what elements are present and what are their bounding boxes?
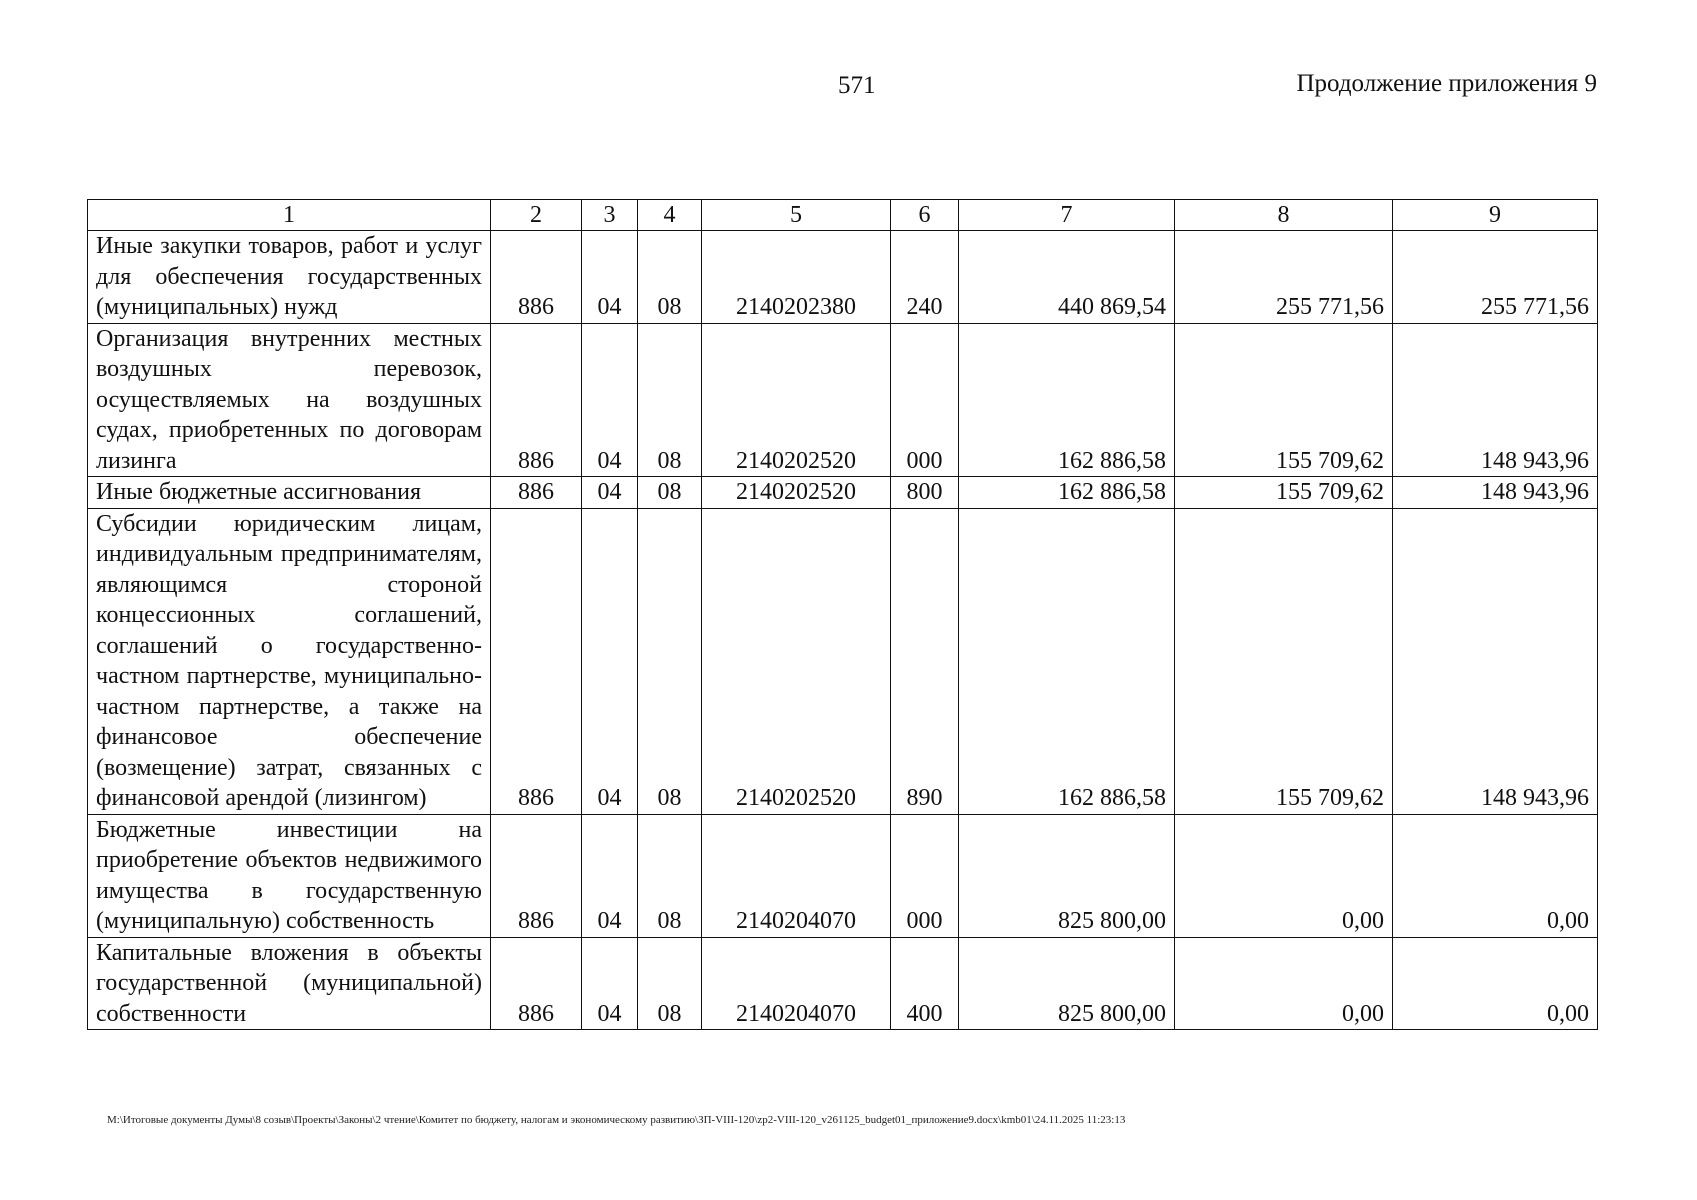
column-header-2: 2 (491, 200, 582, 231)
cell-section: 04 (582, 937, 638, 1030)
cell-subsection: 08 (638, 508, 702, 814)
column-header-7: 7 (959, 200, 1175, 231)
table-row (88, 937, 1598, 1030)
column-header-1: 1 (88, 200, 491, 231)
cell-amount-col9: 0,00 (1393, 814, 1598, 937)
appendix-title: Продолжение приложения 9 (1296, 70, 1597, 97)
cell-expense-type: 800 (891, 477, 959, 509)
cell-amount-col8: 155 709,62 (1175, 508, 1393, 814)
row-name: Организация внутренних местных воздушных перевозок, осуществляемых на воздушных судах, приобретенных по договорам лизинга (88, 323, 491, 477)
cell-subsection: 08 (638, 231, 702, 324)
cell-amount-col8: 155 709,62 (1175, 477, 1393, 509)
cell-amount-col9: 148 943,96 (1393, 477, 1598, 509)
cell-ministry-code: 886 (491, 508, 582, 814)
cell-section: 04 (582, 477, 638, 509)
column-header-6: 6 (891, 200, 959, 231)
column-header-4: 4 (638, 200, 702, 231)
column-header-9: 9 (1393, 200, 1598, 231)
cell-amount-col7: 825 800,00 (959, 814, 1175, 937)
cell-expense-type: 240 (891, 231, 959, 324)
cell-section: 04 (582, 508, 638, 814)
cell-target-article: 2140202520 (702, 323, 891, 477)
cell-subsection: 08 (638, 814, 702, 937)
table-row (88, 814, 1598, 937)
cell-amount-col7: 162 886,58 (959, 323, 1175, 477)
cell-amount-col7: 162 886,58 (959, 477, 1175, 509)
document-file-path: M:\Итоговые документы Думы\8 созыв\Проекты\Законы\2 чтение\Комитет по бюджету, налогам и экономическому развитию\ЗП-VIII-120\zp2-VIII-120_v261125_budget01_приложение9.docx\kmb01\24.11.2025 11:23:13 (107, 1114, 1126, 1126)
cell-ministry-code: 886 (491, 814, 582, 937)
row-name: Капитальные вложения в объекты государственной (муниципальной) собственности (88, 937, 491, 1030)
header-row (88, 200, 1598, 231)
cell-section: 04 (582, 231, 638, 324)
cell-subsection: 08 (638, 937, 702, 1030)
cell-amount-col7: 162 886,58 (959, 508, 1175, 814)
cell-amount-col8: 0,00 (1175, 937, 1393, 1030)
column-header-5: 5 (702, 200, 891, 231)
cell-subsection: 08 (638, 477, 702, 509)
cell-amount-col9: 0,00 (1393, 937, 1598, 1030)
cell-amount-col7: 825 800,00 (959, 937, 1175, 1030)
cell-amount-col9: 255 771,56 (1393, 231, 1598, 324)
cell-target-article: 2140204070 (702, 814, 891, 937)
cell-ministry-code: 886 (491, 231, 582, 324)
cell-expense-type: 890 (891, 508, 959, 814)
cell-target-article: 2140202380 (702, 231, 891, 324)
budget-table (87, 199, 1598, 1030)
column-header-3: 3 (582, 200, 638, 231)
cell-section: 04 (582, 323, 638, 477)
table-row (88, 323, 1598, 477)
row-name: Субсидии юридическим лицам, индивидуальным предпринимателям, являющимся стороной концессионных соглашений, соглашений о государственно-частном партнерстве, муниципально-частном партнерстве, а также на финансовое обеспечение (возмещение) затрат, связанных с финансовой арендой (лизингом) (88, 508, 491, 814)
cell-expense-type: 000 (891, 323, 959, 477)
cell-section: 04 (582, 814, 638, 937)
cell-target-article: 2140202520 (702, 477, 891, 509)
cell-ministry-code: 886 (491, 323, 582, 477)
cell-expense-type: 000 (891, 814, 959, 937)
row-name: Иные бюджетные ассигнования (88, 477, 491, 509)
table-row (88, 508, 1598, 814)
cell-amount-col8: 155 709,62 (1175, 323, 1393, 477)
cell-amount-col8: 255 771,56 (1175, 231, 1393, 324)
cell-target-article: 2140204070 (702, 937, 891, 1030)
column-header-8: 8 (1175, 200, 1393, 231)
row-name: Иные закупки товаров, работ и услуг для обеспечения государственных (муниципальных) нужд (88, 231, 491, 324)
cell-target-article: 2140202520 (702, 508, 891, 814)
cell-amount-col9: 148 943,96 (1393, 508, 1598, 814)
page-number: 571 (838, 72, 876, 99)
cell-ministry-code: 886 (491, 937, 582, 1030)
table-row (88, 477, 1598, 509)
cell-expense-type: 400 (891, 937, 959, 1030)
cell-amount-col8: 0,00 (1175, 814, 1393, 937)
row-name: Бюджетные инвестиции на приобретение объектов недвижимого имущества в государственную (муниципальную) собственность (88, 814, 491, 937)
table-row (88, 231, 1598, 324)
cell-amount-col9: 148 943,96 (1393, 323, 1598, 477)
cell-ministry-code: 886 (491, 477, 582, 509)
cell-subsection: 08 (638, 323, 702, 477)
cell-amount-col7: 440 869,54 (959, 231, 1175, 324)
